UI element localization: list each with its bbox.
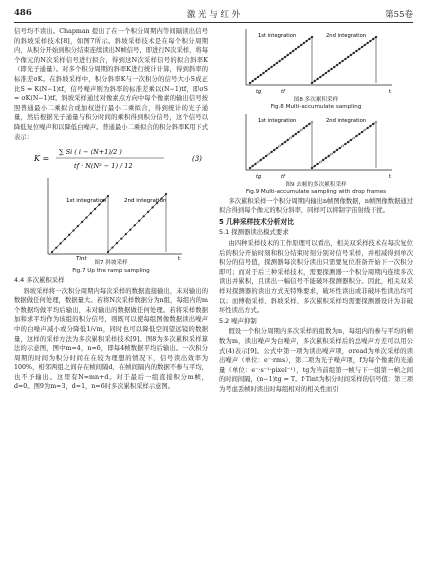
fig7-sample-point: [85, 217, 87, 219]
left-paragraph-2: 斜坡采样将一次积分周期内每次采样的数据直接输出，未对输出的数据做任何处理，数据量大。若将N次采样数据分为n组，每组内的m个数据均做平均后输出，未对输出的数据做任何处理。若将采样数据加和求平均作为该组的积分信号，则既可以使每组图像数据读出噪声中的白噪声减小或分降低1/√m，同时也可以降低空间望远镜的数据量，这样的采样方法为多次累积采样技术[9]。图8为多次累积采样算法的示意图，图中m=4，n=6，即每4帧数据平均后输出。一次积分周期的时间为积分时间在在较为理想的情况下，信号读出效率为100%，相邻两组之间存在帧间隔d，在帧间隔内的数据不参与平均，也不予输出。这里有N=mn+d。对于最后一组直接积分m帧，d=0。图9为m=3，d=1，n=6时多次累积采样示意图。: [14, 287, 208, 391]
fig9-sample-point: [347, 141, 349, 143]
eq-numerator: ∑ Si ( i − (N+1)/2 ): [59, 148, 122, 157]
fig8-sample-point: [268, 68, 270, 70]
fig9-sample-point: [265, 155, 267, 157]
fig9-sample-point: [273, 149, 275, 151]
fig8-sample-point: [361, 46, 363, 48]
figure-8-caption: [219, 97, 413, 112]
fig7-axis-t: t: [178, 256, 181, 261]
fig7-sample-point: [77, 225, 79, 227]
fig8-sample-groups: [249, 36, 377, 84]
fig8-sample-point: [311, 36, 313, 38]
fig8-sample-point: [273, 64, 275, 66]
fig9-sample-point: [292, 135, 294, 137]
fig7-sample-point: [147, 211, 149, 213]
eq-lhs: K =: [34, 154, 50, 164]
journal-title: 激 光 与 红 外: [186, 10, 241, 20]
fig8-sample-point: [292, 50, 294, 52]
section-5-2-heading: 5.2 噪声抑制: [219, 316, 257, 325]
fig7-sample-point: [165, 193, 167, 195]
fig9-ramp-lines: [250, 122, 376, 168]
fig8-sample-point: [364, 44, 366, 46]
fig9-sample-point: [342, 145, 344, 147]
fig7-sample-point: [55, 247, 57, 249]
fig8-sample-point: [356, 50, 358, 52]
fig8-sample-point: [342, 60, 344, 62]
fig9-sample-point: [322, 159, 324, 161]
fig8-sample-point: [279, 60, 281, 62]
right-paragraph-3: 假设一个积分周期内多次采样的组数为n，每组内的参与平均的帧数为m，读出噪声为白噪声，多次累积采样后的总噪声方差可以用公式(4)表示[9]。公式中第一项为读出噪声项，σread为单次采样的读出噪声（单位：e⁻·rms），第二项为光子噪声项，f为每个像素的光通量（单位：e⁻·s⁻¹·pixel⁻¹），tg为当前组第一帧与下一组第一帧之间的时间间隔，(n−1)tg = T。f·Tint为积分时间采样的信号值：第三项为考虑丢帧时读出时每组相对的相关性而引: [219, 328, 413, 393]
fig9-sample-point: [262, 157, 264, 159]
fig9-sample-point: [271, 151, 273, 153]
fig7-label-2nd: 2nd integration: [124, 198, 167, 205]
fig9-label-1st: 1st integration: [258, 117, 297, 124]
left-paragraph-1: 信号均不读出。Chapman 提出了在一个积分周期内等间隔读出信号的斜坡采样技术[8]，如图7所示。斜坡采样技术是在每个积分周期内，从积分开始到积分结束连续读出N帧信号，即进行N次采样，将每个像元的N次采样信号进行拟合，得到这N次采样信号的拟合斜率K（即光子通量）。对多个积分周期的斜率K进行统计计算，得到斜率的标准差σK。在斜坡采样中，积分斜率K与一次积分的信号大小S成正比S = K(N−1)tf，信号噪声则为斜率的标准差乘以(N−1)tf，即σS = σK(N−1)tf。斜坡采样通过对像素点方向中每个像素的输出信号按照普通最小二乘拟合或加权进行最小二乘拟合，得到统计的光子通量，然后根据光子通量与积分时间的乘积得到积分信号，这个信号以降低复位噪声和以降低白噪声。普通最小二乘拟合的积分斜率K用下式表示：: [14, 28, 208, 141]
fig7-sample-point: [60, 242, 62, 244]
fig9-sample-point: [330, 153, 332, 155]
fig8-tg-label: tg: [256, 89, 262, 95]
section-5-1-heading: 5.1 探测器读出模式要求: [219, 228, 289, 237]
figure-9-diagram: [236, 112, 396, 182]
fig9-sample-point: [356, 135, 358, 137]
page-number: 486: [14, 8, 32, 18]
fig8-sample-point: [328, 70, 330, 72]
fig9-sample-point: [314, 165, 316, 167]
fig7-tint-label: Tint: [76, 256, 87, 261]
fig7-sample-point: [72, 229, 74, 231]
fig7-sample-point: [134, 224, 136, 226]
equation-3: [14, 142, 208, 174]
fig9-tf-label: tf: [281, 173, 285, 180]
fig9-sample-point: [308, 123, 310, 125]
fig8-sample-point: [257, 76, 259, 78]
fig9-sample-point: [311, 121, 313, 123]
fig9-sample-point: [353, 137, 355, 139]
fig7-sample-point: [64, 238, 66, 240]
fig9-sample-point: [303, 127, 305, 129]
fig9-sample-point: [252, 165, 254, 167]
fig7-sample-point: [81, 221, 83, 223]
fig9-caption-en: Fig.9 Multi-accumulate sampling with drop frames: [245, 189, 387, 196]
fig8-sample-point: [276, 62, 278, 64]
fig9-sample-point: [300, 129, 302, 131]
fig8-label-1st: 1st integration: [258, 33, 297, 39]
fig8-sample-point: [372, 38, 374, 40]
fig8-tf-label: tf: [281, 89, 285, 95]
fig7-sample-point: [111, 247, 113, 249]
fig8-sample-point: [325, 72, 327, 74]
fig9-sample-point: [339, 147, 341, 149]
fig9-sample-point: [325, 157, 327, 159]
fig9-sample-point: [284, 141, 286, 143]
fig9-tg-label: tg: [256, 173, 262, 180]
right-column: [219, 27, 413, 395]
fig8-sample-point: [347, 56, 349, 58]
fig7-sample-point: [68, 234, 70, 236]
figure-8-diagram: [236, 27, 396, 97]
fig9-sample-point: [287, 139, 289, 141]
fig9-sample-point: [333, 151, 335, 153]
fig9-sample-point: [260, 159, 262, 161]
running-header: [14, 8, 413, 22]
fig8-sample-point: [353, 52, 355, 54]
fig8-sample-point: [311, 82, 313, 84]
section-4-4-heading: 4.4 多次累积采样: [14, 275, 65, 284]
fig7-sample-point: [138, 220, 140, 222]
fig8-sample-point: [271, 66, 273, 68]
fig9-sample-point: [361, 131, 363, 133]
fig9-sample-point: [281, 143, 283, 145]
fig8-sample-point: [358, 48, 360, 50]
fig9-sample-point: [317, 163, 319, 165]
fig8-label-2nd: 2nd integration: [326, 33, 367, 39]
fig9-sample-point: [336, 149, 338, 151]
fig9-sample-point: [358, 133, 360, 135]
eq-number: (3): [192, 155, 202, 164]
fig9-sample-point: [295, 133, 297, 135]
fig9-sample-point: [279, 145, 281, 147]
fig7-sample-point: [51, 251, 53, 253]
fig7-sample-point: [152, 206, 154, 208]
fig7-sample-point: [120, 238, 122, 240]
fig8-sample-point: [303, 42, 305, 44]
left-column: [14, 27, 208, 392]
fig8-sample-point: [260, 74, 262, 76]
fig7-sample-point: [90, 212, 92, 214]
fig9-sample-groups: [249, 121, 377, 169]
fig7-sample-point: [116, 242, 118, 244]
fig7-sample-point: [94, 208, 96, 210]
fig8-axis-t: t: [389, 89, 392, 95]
section-5-heading: 5 几种采样技术分析对比: [219, 217, 295, 226]
fig8-sample-point: [306, 40, 308, 42]
right-paragraph-2: 由四种采样技术的工作原理可以看出，相关双采样技术在每次复位后的积分开始时刻和积分结束时刻分别对信号采样，并相减得到单次积分的信号值，探测器每次积分读出只需要复位准备开始下一次积分即可；而对于后三种采样技术，需要探测器一个积分周期内连续多次读出并累积，且读出一幅信号不能破坏探测器积分。因此，相关双采样对探测器的读出方式无特殊要求，破坏性读出或非破坏性读出均可以；而傅勒采样、斜坡采样、多次累积采样均需要探测器设计为非破坏性读出方式。: [219, 240, 413, 315]
fig9-sample-point: [319, 161, 321, 163]
fig7-sample-point: [107, 251, 109, 253]
fig9-sample-point: [369, 125, 371, 127]
fig7-label-1st: 1st integration: [66, 198, 107, 205]
fig9-sample-point: [254, 163, 256, 165]
fig8-sample-point: [375, 36, 377, 38]
fig8-sample-point: [300, 44, 302, 46]
right-paragraph-1: 多次累积采样一个积分周期内输出n帧图像数据，n帧图像数据通过拟合得到每个像元的积分斜率，同样可以抑制宇宙射线干扰。: [219, 197, 413, 215]
fig9-sample-point: [298, 131, 300, 133]
fig7-sample-point: [125, 233, 127, 235]
header-rule: [14, 22, 413, 23]
fig8-sample-point: [350, 54, 352, 56]
volume-label: 第55卷: [385, 10, 413, 20]
fig8-sample-point: [287, 54, 289, 56]
fig8-sample-point: [298, 46, 300, 48]
fig7-caption-cn: 图7 斜坡采样: [94, 260, 128, 267]
fig9-sample-point: [249, 167, 251, 169]
fig8-sample-point: [369, 40, 371, 42]
fig7-caption-en: Fig.7 Up the ramp sampling: [72, 267, 150, 274]
fig8-sample-point: [330, 68, 332, 70]
fig8-sample-point: [322, 74, 324, 76]
fig9-sample-point: [372, 123, 374, 125]
fig8-sample-point: [336, 64, 338, 66]
fig9-sample-point: [364, 129, 366, 131]
fig9-sample-point: [350, 139, 352, 141]
figure-9-caption: [219, 182, 413, 197]
fig8-sample-point: [317, 78, 319, 80]
figure-7-caption: [14, 260, 208, 275]
fig9-sample-point: [289, 137, 291, 139]
fig9-sample-point: [367, 127, 369, 129]
fig9-sample-point: [311, 167, 313, 169]
fig9-label-2nd: 2nd integration: [326, 117, 367, 124]
fig8-sample-point: [289, 52, 291, 54]
fig7-sample-point: [129, 229, 131, 231]
fig9-sample-point: [276, 147, 278, 149]
fig8-caption-cn: 图8 多次累积采样: [293, 97, 339, 103]
fig9-sample-point: [344, 143, 346, 145]
fig8-sample-point: [314, 80, 316, 82]
fig8-sample-point: [339, 62, 341, 64]
fig8-sample-point: [252, 80, 254, 82]
fig7-sample-point: [107, 195, 109, 197]
fig8-sample-point: [281, 58, 283, 60]
fig8-sample-point: [254, 78, 256, 80]
fig8-ramp-lines: [250, 37, 376, 83]
fig9-caption-cn: 图9 去帧的多次累积采样: [285, 181, 347, 188]
fig8-sample-point: [308, 38, 310, 40]
fig8-sample-point: [295, 48, 297, 50]
fig9-sample-point: [328, 155, 330, 157]
fig9-sample-point: [268, 153, 270, 155]
equation-3-graphic: [14, 142, 208, 174]
fig8-sample-point: [319, 76, 321, 78]
fig8-sample-point: [262, 72, 264, 74]
fig8-sample-point: [249, 82, 251, 84]
fig7-sample-point: [143, 215, 145, 217]
fig8-sample-point: [284, 56, 286, 58]
fig9-axis-t: t: [389, 173, 392, 180]
fig8-sample-point: [344, 58, 346, 60]
eq-denominator: tf · N(N² − 1) / 12: [74, 162, 133, 171]
fig8-sample-point: [367, 42, 369, 44]
fig8-sample-point: [265, 70, 267, 72]
fig9-sample-point: [306, 125, 308, 127]
fig8-sample-point: [333, 66, 335, 68]
figure-7-diagram: [36, 174, 186, 260]
fig9-sample-point: [375, 121, 377, 123]
fig9-sample-point: [257, 161, 259, 163]
fig8-caption-en: Fig.8 Multi-accumulate sampling: [270, 104, 362, 111]
